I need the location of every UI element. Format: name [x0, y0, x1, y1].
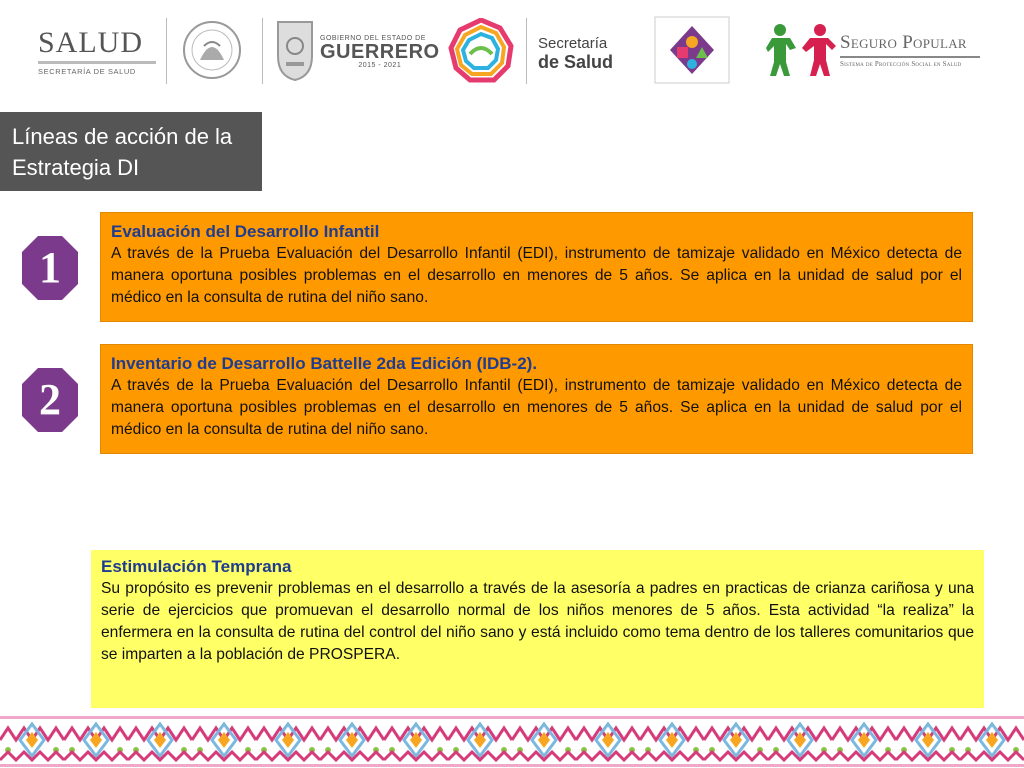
action-line-heading: Inventario de Desarrollo Battelle 2da Edición (IDB-2). — [111, 354, 538, 373]
action-line-heading: Evaluación del Desarrollo Infantil — [111, 222, 380, 241]
page-title: Líneas de acción de la Estrategia DI — [0, 112, 262, 191]
action-line-box-1 — [100, 212, 973, 322]
badge-number: 1 — [39, 243, 61, 292]
seguro-popular-logo-text: Seguro Popular Sistema de Protección Social en Salud — [840, 32, 980, 68]
mexico-coat-of-arms-icon — [180, 16, 244, 84]
early-stimulation-body: Su propósito es prevenir problemas en el desarrollo a través de la asesoría a padres en practicas de crianza cariñosa y una serie de ejercicios que promuevan el desarrollo normal de los niños menores de 5 años. Esta actividad “la realiza” la enfermera en la consulta de rutina del control del niño sano y está incluido como tema dentro de los talleres comunitarios que se imparten a la población de PROSPERA. — [101, 580, 974, 663]
estrategia-desarrollo-infantil-logo-icon — [654, 16, 730, 84]
embroidery-pattern-footer — [0, 714, 1024, 768]
action-line-box-2 — [100, 344, 973, 454]
header-logo-bar — [0, 0, 1024, 100]
header-divider — [526, 18, 527, 84]
action-line-body: A través de la Prueba Evaluación del Desarrollo Infantil (EDI), instrumento de tamizaje validado en México detecta de manera oportuna posibles problemas en el desarrollo en menores de 5 años. Se aplica en la unidad de salud por el médico en la consulta de rutina del niño sano. — [111, 377, 962, 438]
header-divider — [166, 18, 167, 84]
secretaria-salud-emblem-icon — [448, 18, 514, 84]
header-divider — [262, 18, 263, 84]
early-stimulation-box — [91, 550, 984, 708]
secretaria-salud-logo-text: Secretaría de Salud — [538, 35, 614, 72]
action-line-body: A través de la Prueba Evaluación del Desarrollo Infantil (EDI), instrumento de tamizaje validado en México detecta de manera oportuna posibles problemas en el desarrollo en menores de 5 años. Se aplica en la unidad de salud por el médico en la consulta de rutina del niño sano. — [111, 245, 962, 306]
number-badge-1 — [22, 236, 78, 300]
salud-logo-subtitle: SECRETARÍA DE SALUD — [38, 67, 136, 76]
salud-logo — [38, 28, 156, 78]
guerrero-logo-text: GOBIERNO DEL ESTADO DE GUERRERO 2015 - 2021 — [320, 35, 440, 69]
salud-logo-word: SALUD — [38, 26, 144, 59]
early-stimulation-heading: Estimulación Temprana — [101, 557, 292, 576]
guerrero-shield-icon — [274, 16, 316, 84]
badge-number: 2 — [39, 375, 61, 424]
number-badge-2 — [22, 368, 78, 432]
seguro-popular-children-icon — [766, 22, 838, 78]
